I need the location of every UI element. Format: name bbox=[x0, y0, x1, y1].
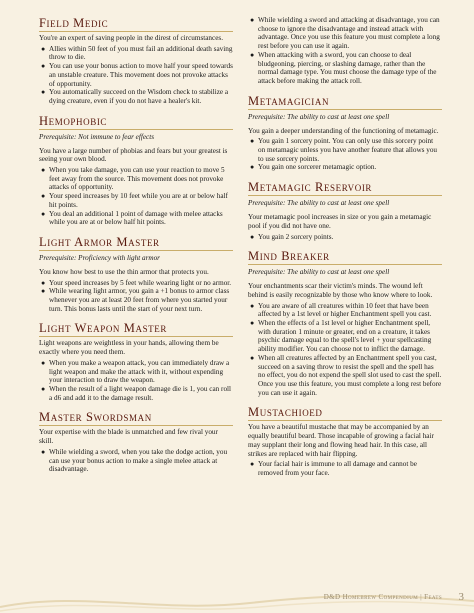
bullet-icon: ● bbox=[250, 319, 255, 328]
bullet-icon: ● bbox=[41, 287, 46, 296]
list-item: ● You gain 1 sorcery point. You can only use this sorcery point on metamagic unless you have another feature that allows you to use sorcery points. bbox=[250, 137, 438, 163]
feat-hemophobic bbox=[39, 114, 233, 227]
feat-title: Mustachioed bbox=[248, 405, 442, 421]
feat-bullet-list bbox=[248, 137, 442, 172]
feat-bullet-list bbox=[39, 359, 233, 403]
feat-description: You have a beautiful mustache that may be accompanied by an equally beautiful beard. Those incapable of growing a facial hair may supplant their long and flowing head hair. In this case, all strikes are replaced with hair flipping. bbox=[248, 423, 434, 458]
feat-description: You know how best to use the thin armor that protects you. bbox=[39, 267, 209, 276]
left-column bbox=[39, 16, 233, 482]
feat-light-armor-master bbox=[39, 235, 233, 314]
bullet-icon: ● bbox=[41, 447, 46, 456]
feat-master-swordsman-continued bbox=[248, 16, 442, 86]
feat-prerequisite: Prerequisite: The ability to cast at least one spell bbox=[248, 112, 390, 121]
bullet-icon: ● bbox=[41, 192, 46, 201]
bullet-icon: ● bbox=[41, 209, 46, 218]
list-item: ● You can use your bonus action to move half your speed towards an unstable creature. This movement does not provoke attacks of opportunity. bbox=[41, 62, 233, 88]
feat-description: Light weapons are weightless in your hands, allowing them be exactly where you need them. bbox=[39, 339, 219, 357]
feat-title: Mind Breaker bbox=[248, 249, 442, 265]
bullet-icon: ● bbox=[250, 301, 255, 310]
bullet-icon: ● bbox=[250, 50, 255, 59]
feat-description: You have a large number of phobias and fears but your greatest is seeing your own blood. bbox=[39, 146, 228, 164]
list-item: ● When you take damage, you can use your reaction to move 5 feet away from the source. This movement does not provoke attacks of opportunity. bbox=[41, 166, 225, 192]
list-item: ● You gain one sorcerer metamagic option. bbox=[250, 163, 377, 172]
feat-metamagician bbox=[248, 94, 442, 173]
list-item: ● You gain 2 sorcery points. bbox=[250, 232, 334, 241]
feat-mind-breaker bbox=[248, 249, 442, 397]
list-item: ● Your speed increases by 5 feet while wearing light or no armor. bbox=[41, 278, 232, 287]
list-item: ● While wearing light armor, you gain a +1 bonus to armor class whenever you are at least 20 feet from where you started your turn. This bonus lasts until the start of your next turn. bbox=[41, 287, 230, 313]
feat-title: Light Armor Master bbox=[39, 235, 233, 251]
feat-description: You gain a deeper understanding of the functioning of metamagic. bbox=[248, 126, 439, 135]
bullet-icon: ● bbox=[250, 353, 255, 362]
list-item: ● When the effects of a 1st level or higher Enchantment spell, with duration 1 minute or greater, end on a creature, it takes psychic damage equal to the spell's level + your spellcasting ability modifier. You can choose not to inflict the damage. bbox=[250, 319, 432, 354]
feat-title: Metamagic Reservoir bbox=[248, 180, 442, 196]
bullet-icon: ● bbox=[41, 44, 46, 53]
bullet-icon: ● bbox=[250, 137, 255, 146]
feat-bullet-list bbox=[248, 16, 442, 86]
list-item: ● Allies within 50 feet of you must fail an additional death saving throw to die. bbox=[41, 44, 233, 62]
bullet-icon: ● bbox=[41, 62, 46, 71]
feat-description: Your expertise with the blade is unmatched and few rival your skill. bbox=[39, 428, 218, 446]
list-item: ● You are aware of all creatures within 10 feet that have been affected by a 1st level or higher Enchantment spell you cast. bbox=[250, 301, 432, 319]
list-item: ● While wielding a sword, when you take the dodge action, you can use your bonus action to make a single melee attack at disadvantage. bbox=[41, 447, 228, 474]
feat-description: You're an expert of saving people in the direst of circumstances. bbox=[39, 34, 223, 42]
bullet-icon: ● bbox=[41, 88, 46, 97]
page-number: 3 bbox=[458, 591, 464, 603]
feat-title: Master Swordsman bbox=[39, 410, 233, 426]
feat-bullet-list bbox=[39, 279, 233, 314]
list-item: ● When all creatures affected by an Enchantment spell you cast, succeed on a saving throw to resist the spell and the spell has no effect, you do not expend the spell slot used to cast the spell. Once you use this feature, you must complete a long rest before you can use it again. bbox=[250, 353, 442, 397]
feat-description: Your enchantments scar their victim's minds. The wound left behind is easily recognizable by those who know where to look. bbox=[248, 282, 433, 299]
feat-title: Hemophobic bbox=[39, 114, 233, 130]
bullet-icon: ● bbox=[41, 384, 46, 393]
bullet-icon: ● bbox=[41, 278, 46, 287]
feat-field-medic bbox=[39, 16, 233, 106]
feat-prerequisite: Prerequisite: Not immune to fear effects bbox=[39, 132, 155, 141]
list-item: ● You deal an additional 1 point of damage with melee attacks while you are at or below half hit points. bbox=[41, 209, 223, 227]
list-item: ● While wielding a sword and attacking at disadvantage, you can choose to ignore the disadvantage and instead attack with advantage. Once you use this feature you must complete a long rest before you can use it again. bbox=[250, 16, 440, 51]
feat-description: Your metamagic pool increases in size or you gain a metamagic pool if you did not have one. bbox=[248, 213, 432, 230]
feat-bullet-list bbox=[39, 166, 233, 227]
footer-text: D&D Homebrew Compendium | Feats bbox=[323, 593, 442, 601]
list-item: ● You automatically succeed on the Wisdom check to stabilize a dying creature, even if you do not have a healer's kit. bbox=[41, 88, 229, 105]
feat-master-swordsman bbox=[39, 410, 233, 474]
list-item: ● When attacking with a sword, you can choose to deal bludgeoning, piercing, or slashing damage, rather than the normal damage type. You must choose the damage type of the attack before making the attack roll. bbox=[250, 50, 437, 85]
bullet-icon: ● bbox=[250, 163, 255, 172]
feat-prerequisite: Prerequisite: Proficiency with light armor bbox=[39, 253, 160, 262]
bullet-icon: ● bbox=[41, 166, 46, 175]
bullet-icon: ● bbox=[250, 232, 255, 241]
bullet-icon: ● bbox=[41, 358, 46, 367]
list-item: ● Your speed increases by 10 feet while you are at or below half hit points. bbox=[41, 192, 228, 209]
feat-mustachioed bbox=[248, 405, 442, 477]
bullet-icon: ● bbox=[250, 460, 255, 469]
feat-metamagic-reservoir bbox=[248, 180, 442, 241]
list-item: ● Your facial hair is immune to all damage and cannot be removed from your face. bbox=[250, 460, 417, 477]
feat-title: Metamagician bbox=[248, 94, 442, 110]
right-column bbox=[248, 16, 442, 486]
feat-bullet-list bbox=[248, 233, 442, 242]
feat-light-weapon-master bbox=[39, 321, 233, 402]
list-item: ● When the result of a light weapon damage die is 1, you can roll a d6 and add it to the damage result. bbox=[41, 384, 232, 402]
feat-title: Light Weapon Master bbox=[39, 321, 233, 337]
feat-title: Field Medic bbox=[39, 16, 233, 32]
feat-bullet-list bbox=[248, 302, 442, 398]
feat-bullet-list bbox=[248, 460, 442, 477]
bullet-icon: ● bbox=[250, 16, 255, 24]
feat-bullet-list bbox=[39, 448, 233, 474]
list-item: ● When you make a weapon attack, you can immediately draw a light weapon and make the attack with it, without expending your interaction to draw the weapon. bbox=[41, 358, 230, 385]
feat-prerequisite: Prerequisite: The ability to cast at least one spell bbox=[248, 268, 390, 277]
feat-prerequisite: Prerequisite: The ability to cast at least one spell bbox=[248, 199, 390, 208]
feat-bullet-list bbox=[39, 45, 233, 106]
